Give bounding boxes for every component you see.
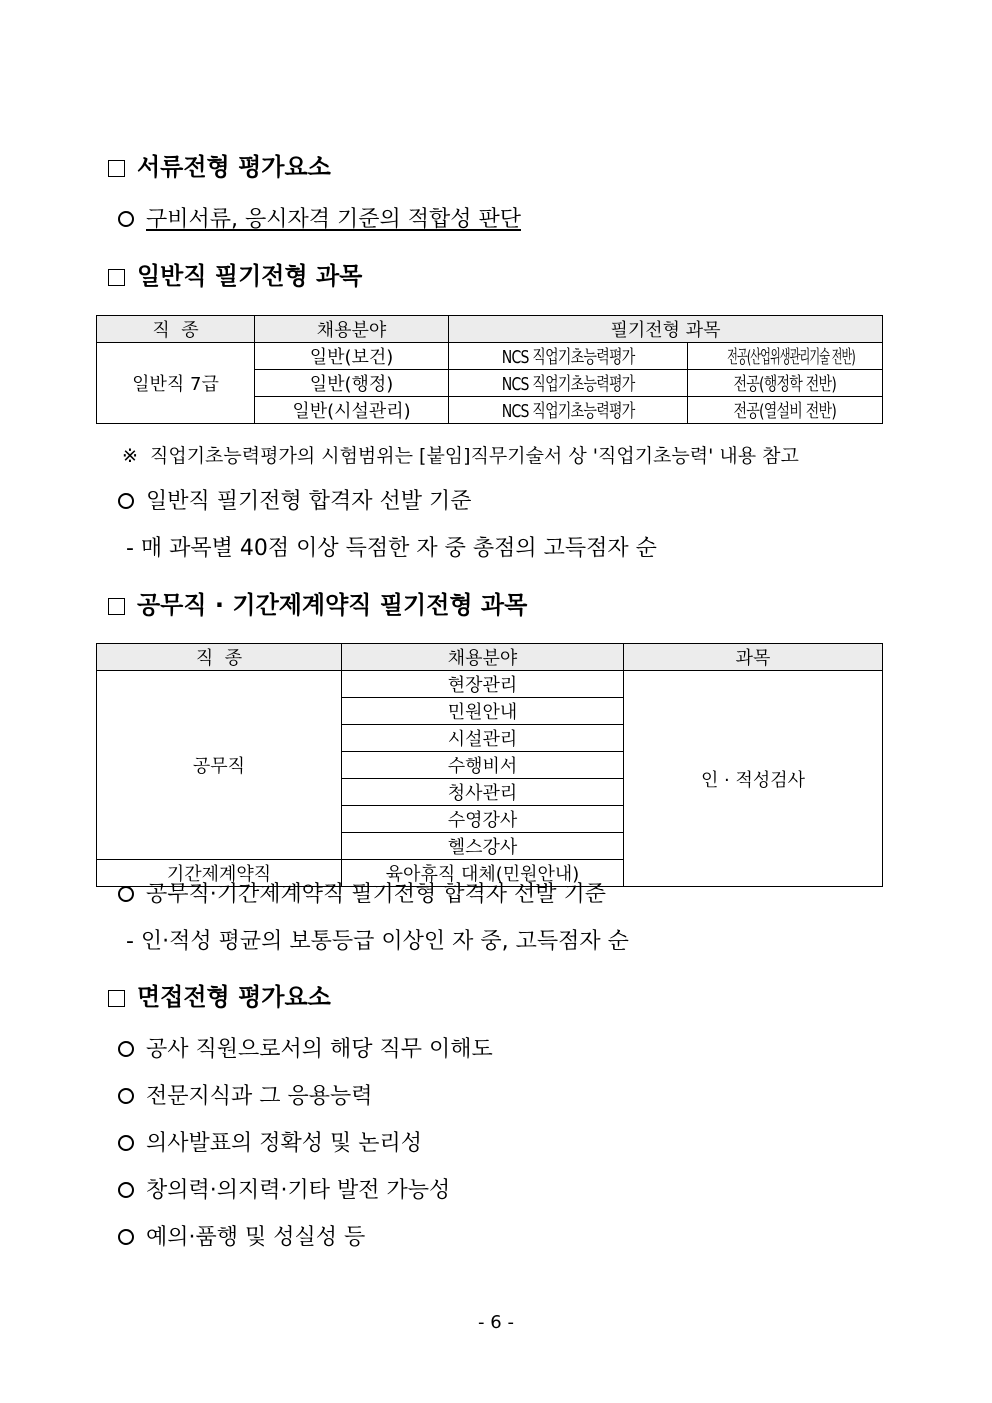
interview-item: 의사발표의 정확성 및 논리성: [118, 1126, 422, 1157]
bullet-contract-criteria: 공무직·기간제계약직 필기전형 합격자 선발 기준: [118, 877, 606, 908]
header-field: 채용분야: [342, 644, 624, 671]
header-subject: 필기전형 과목: [449, 316, 883, 343]
header-subject: 과목: [624, 644, 883, 671]
checkbox-square-icon: [108, 990, 125, 1007]
interview-item: 공사 직원으로서의 해당 직무 이해도: [118, 1032, 493, 1063]
ncs-cell: NCS 직업기초능력평가: [449, 343, 688, 370]
section-heading-contract-written: 공무직 · 기간제계약직 필기전형 과목: [108, 585, 527, 620]
bullet-general-criteria: 일반직 필기전형 합격자 선발 기준: [118, 484, 472, 515]
circle-bullet-icon: [118, 1041, 134, 1057]
circle-bullet-icon: [118, 493, 134, 509]
interview-item: 전문지식과 그 응용능력: [118, 1079, 373, 1110]
contract-criteria-detail: - 인·적성 평균의 보통등급 이상인 자 중, 고득점자 순: [126, 929, 629, 954]
field-cell: 시설관리: [342, 725, 624, 752]
note-ncs-scope: ※ 직업기초능력평가의 시험범위는 [붙임]직무기술서 상 '직업기초능력' 내용 참고: [122, 445, 799, 467]
ncs-cell: NCS 직업기초능력평가: [449, 370, 688, 397]
checkbox-square-icon: [108, 598, 125, 615]
circle-bullet-icon: [118, 886, 134, 902]
checkbox-square-icon: [108, 160, 125, 177]
header-field: 채용분야: [255, 316, 449, 343]
field-cell: 일반(시설관리): [255, 397, 449, 424]
field-cell: 민원안내: [342, 698, 624, 725]
field-cell: 헬스강사: [342, 833, 624, 860]
major-cell: 전공(행정학 전반): [688, 370, 883, 397]
major-cell: 전공(산업위생관리기술 전반): [688, 343, 883, 370]
circle-bullet-icon: [118, 211, 134, 227]
contract-written-table: [96, 643, 883, 887]
field-cell: 청사관리: [342, 779, 624, 806]
circle-bullet-icon: [118, 1088, 134, 1104]
bullet-document-criteria: 구비서류, 응시자격 기준의 적합성 판단: [118, 202, 521, 233]
subject-aptitude-test: 인 · 적성검사: [624, 671, 883, 887]
field-cell: 현장관리: [342, 671, 624, 698]
circle-bullet-icon: [118, 1229, 134, 1245]
section-heading-interview: 면접전형 평가요소: [108, 977, 331, 1012]
major-cell: 전공(열설비 전반): [688, 397, 883, 424]
job-public-service: 공무직: [97, 671, 342, 860]
header-job: 직 종: [97, 644, 342, 671]
interview-item: 예의·품행 및 성실성 등: [118, 1220, 365, 1251]
general-criteria-detail: - 매 과목별 40점 이상 득점한 자 중 총점의 고득점자 순: [126, 536, 657, 561]
job-general-7: 일반직 7급: [97, 343, 255, 424]
ncs-cell: NCS 직업기초능력평가: [449, 397, 688, 424]
header-job: 직 종: [97, 316, 255, 343]
field-cell: 육아휴직 대체(민원안내): [342, 860, 624, 887]
field-cell: 일반(보건): [255, 343, 449, 370]
section-heading-document-screening: 서류전형 평가요소: [108, 147, 331, 182]
section-heading-general-written: 일반직 필기전형 과목: [108, 256, 362, 291]
checkbox-square-icon: [108, 269, 125, 286]
general-written-table: [96, 315, 883, 424]
field-cell: 수영강사: [342, 806, 624, 833]
circle-bullet-icon: [118, 1182, 134, 1198]
interview-item: 창의력·의지력·기타 발전 가능성: [118, 1173, 450, 1204]
field-cell: 수행비서: [342, 752, 624, 779]
job-fixed-term-contract: 기간제계약직: [97, 860, 342, 887]
field-cell: 일반(행정): [255, 370, 449, 397]
circle-bullet-icon: [118, 1135, 134, 1151]
page-number: - 6 -: [478, 1312, 514, 1333]
